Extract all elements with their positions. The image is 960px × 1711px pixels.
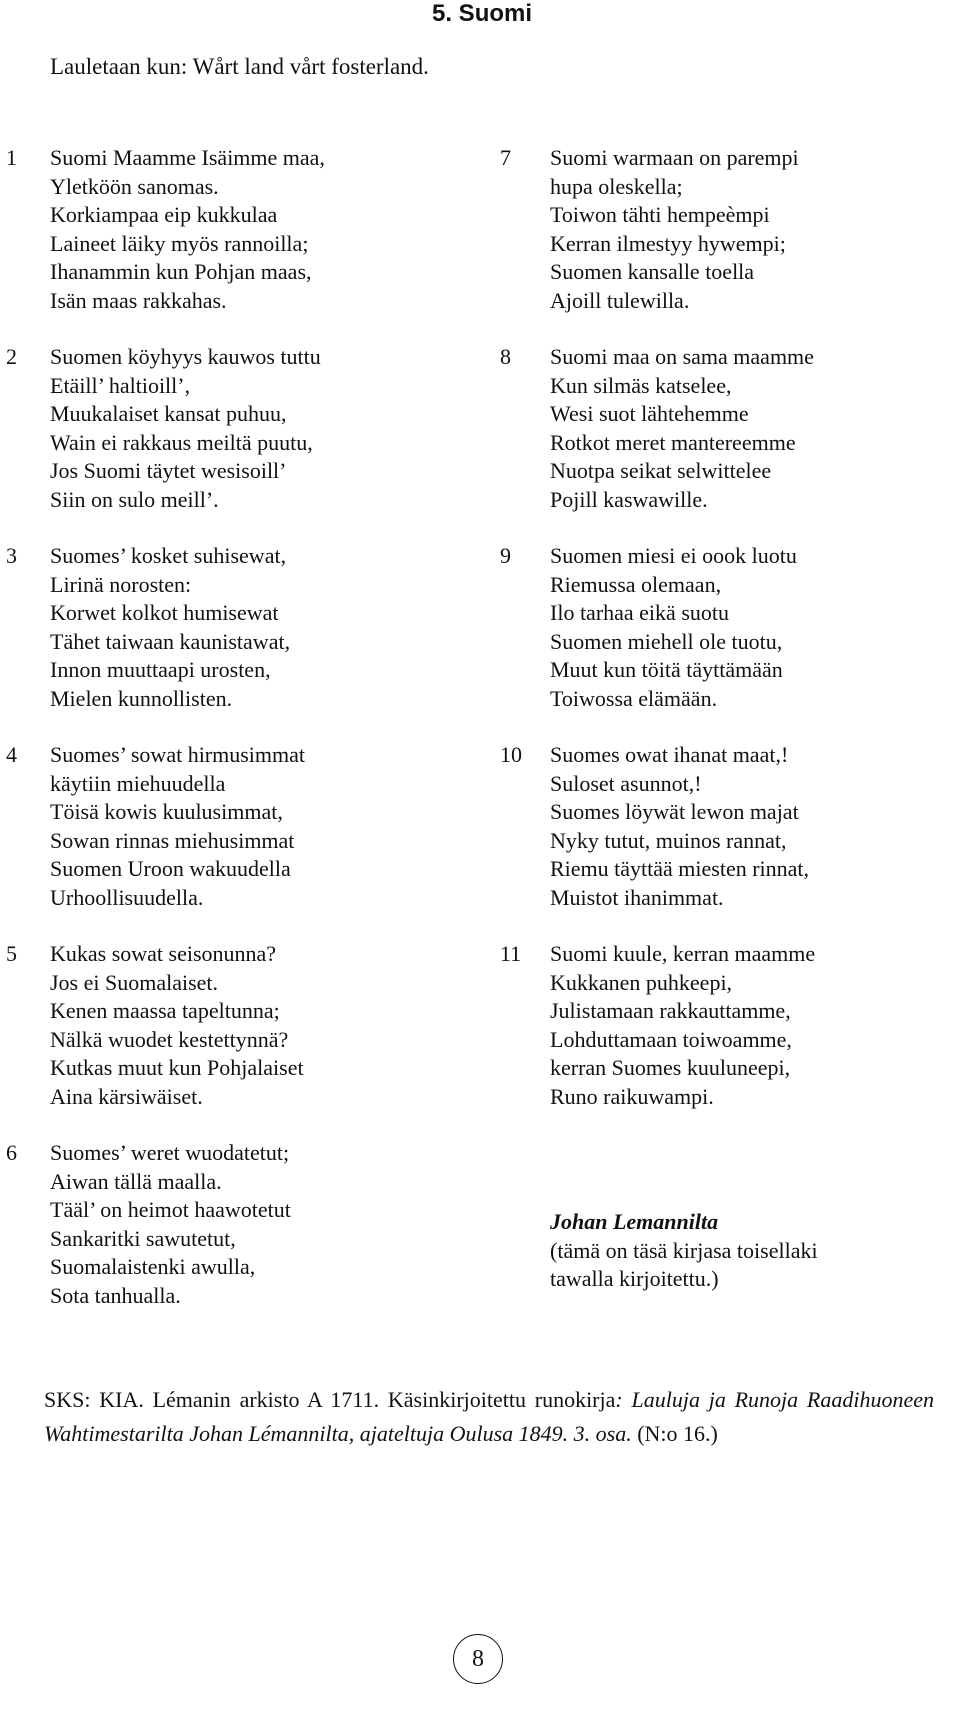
stanza-number: 11 (500, 941, 522, 966)
verse-line: Ilo tarhaa eikä suotu (550, 600, 729, 625)
stanza-lines (50, 1139, 291, 1310)
stanza (6, 940, 466, 1111)
verse-line: Lohduttamaan toiwoamme, (550, 1026, 792, 1052)
stanza-lines (50, 542, 290, 713)
verse-line: Tääl’ on heimot haawotetut (50, 1197, 291, 1222)
stanza-number: 8 (500, 344, 511, 369)
section-title: 5. Suomi (432, 0, 533, 27)
verse-line: Suloset asunnot,! (550, 770, 702, 796)
verse-line: Pojill kaswawille. (550, 486, 708, 512)
stanza (500, 343, 950, 514)
stanza-lines (50, 741, 305, 912)
stanza-number: 4 (6, 742, 17, 767)
verse-line: Sowan rinnas miehusimmat (50, 827, 295, 853)
verse-line: Riemussa olemaan, (550, 571, 722, 597)
stanza-number: 6 (6, 1140, 17, 1165)
verse-line: Laineet läiky myös rannoilla; (50, 230, 309, 256)
verse-line: Toiwon tähti hempeèmpi (550, 202, 770, 227)
stanza-lines (50, 144, 325, 315)
stanza (6, 1139, 466, 1310)
stanza (500, 144, 950, 315)
verse-line: Kun silmäs katselee, (550, 372, 732, 398)
verse-line: Isän maas rakkahas. (50, 287, 227, 313)
verse-line: Wesi suot lähtehemme (550, 401, 749, 426)
verse-line: Suomi maa on sama maamme (550, 344, 814, 369)
source-title: : Lauluja ja Runoja Raadihuoneen Wahtimestarilta Johan Lémannilta, ajateltuja Oulusa 1849. 3. osa. (44, 1387, 934, 1446)
signature-note-line: tawalla kirjoitettu.) (550, 1266, 719, 1291)
verse-line: Suomi kuule, kerran maamme (550, 941, 816, 966)
verse-line: Rotkot meret mantereemme (550, 429, 796, 455)
verse-line: Nuotpa seikat selwittelee (550, 458, 772, 483)
source-suffix: (N:o 16.) (631, 1421, 718, 1446)
verse-line: Wain ei rakkaus meiltä puutu, (50, 429, 313, 455)
verse-line: Mielen kunnollisten. (50, 685, 233, 711)
stanza-lines (550, 940, 815, 1111)
verse-line: Suomen Uroon wakuudella (50, 856, 291, 881)
verse-line: Ajoill tulewilla. (550, 287, 690, 313)
verse-line: Suomes owat ihanat maat,! (550, 742, 789, 767)
stanza (500, 542, 950, 713)
verse-line: Jos ei Suomalaiset. (50, 969, 219, 995)
verse-line: Lirinä norosten: (50, 571, 192, 597)
signature-name: Johan Lemannilta (550, 1209, 719, 1234)
tune-note: Lauletaan kun: Wårt land vårt fosterland. (50, 54, 429, 79)
stanza-number: 7 (500, 145, 511, 170)
verse-line: Jos Suomi täytet wesisoill’ (50, 458, 287, 483)
verse-line: Korkiampaa eip kukkulaa (50, 202, 278, 227)
verse-line: Yletköön sanomas. (50, 173, 219, 199)
verse-line: Muukalaiset kansat puhuu, (50, 401, 287, 426)
verse-line: käytiin miehuudella (50, 770, 226, 796)
page-header (0, 0, 960, 40)
verse-line: hupa oleskella; (550, 173, 683, 199)
verse-line: Kenen maassa tapeltunna; (50, 998, 280, 1023)
verse-line: Suomen miesi ei oook luotu (550, 543, 797, 568)
verse-line: Korwet kolkot humisewat (50, 600, 279, 625)
verse-line: Aina kärsiwäiset. (50, 1083, 203, 1109)
verse-line: Riemu täyttää miesten rinnat, (550, 856, 810, 881)
page-number: 8 (453, 1634, 503, 1684)
signature-block (550, 1208, 818, 1294)
verse-line: Runo raikuwampi. (550, 1083, 714, 1109)
verse-line: Suomalaistenki awulla, (50, 1254, 256, 1279)
stanza-lines (550, 343, 814, 514)
stanza-lines (50, 940, 304, 1111)
stanza (6, 741, 466, 912)
verse-line: Sota tanhualla. (50, 1282, 181, 1308)
stanza (500, 741, 950, 912)
stanza (500, 940, 950, 1111)
verse-line: Kukas sowat seisonunna? (50, 941, 277, 966)
verse-line: Toiwossa elämään. (550, 685, 718, 711)
verse-line: Suomen miehell ole tuotu, (550, 628, 783, 654)
stanza-number: 5 (6, 941, 17, 966)
stanza-lines (50, 343, 321, 514)
source-citation (44, 1383, 934, 1451)
stanza-number: 2 (6, 344, 17, 369)
verse-line: Töisä kowis kuulusimmat, (50, 799, 283, 824)
signature-note-line: (tämä on täsä kirjasa toisellaki (550, 1237, 818, 1263)
verse-line: Suomes’ sowat hirmusimmat (50, 742, 306, 767)
stanza (6, 144, 466, 315)
verse-line: Siin on sulo meill’. (50, 486, 219, 512)
verse-line: Muut kun töitä täyttämään (550, 657, 783, 682)
verse-line: Innon muuttaapi urosten, (50, 657, 271, 682)
verse-line: Suomen kansalle toella (550, 259, 755, 284)
source-prefix: SKS: KIA. Lémanin arkisto A 1711. Käsinkirjoitettu runokirja (44, 1387, 616, 1412)
verse-line: Suomes’ weret wuodatetut; (50, 1140, 290, 1165)
verse-line: Suomi Maamme Isäimme maa, (50, 145, 325, 170)
verse-line: Tähet taiwaan kaunistawat, (50, 628, 291, 654)
left-column (6, 144, 466, 1338)
verse-line: Muistot ihanimmat. (550, 884, 724, 910)
verse-line: Kutkas muut kun Pohjalaiset (50, 1055, 304, 1080)
verse-line: Suomes löywät lewon majat (550, 799, 799, 824)
verse-line: Sankaritki sawutetut, (50, 1225, 236, 1251)
verse-line: Aiwan tällä maalla. (50, 1168, 222, 1194)
stanza-number: 9 (500, 543, 511, 568)
stanza-lines (550, 542, 797, 713)
verse-line: Kerran ilmestyy hywempi; (550, 230, 786, 256)
verse-line: Urhoollisuudella. (50, 884, 204, 910)
stanza-number: 3 (6, 543, 17, 568)
verse-line: kerran Suomes kuuluneepi, (550, 1055, 791, 1080)
verse-line: Suomes’ kosket suhisewat, (50, 543, 287, 568)
stanza-lines (550, 144, 799, 315)
stanza (6, 343, 466, 514)
stanza-number: 1 (6, 145, 17, 170)
verse-line: Suomi warmaan on parempi (550, 145, 799, 170)
stanza (6, 542, 466, 713)
verse-line: Suomen köyhyys kauwos tuttu (50, 344, 321, 369)
verse-line: Kukkanen puhkeepi, (550, 969, 733, 995)
stanza-lines (550, 741, 809, 912)
verse-line: Nyky tutut, muinos rannat, (550, 827, 787, 853)
stanza-number: 10 (500, 742, 522, 767)
verse-line: Etäill’ haltioill’, (50, 372, 191, 398)
right-column (500, 144, 950, 1139)
verse-line: Nälkä wuodet kestettynnä? (50, 1026, 289, 1052)
verse-line: Ihanammin kun Pohjan maas, (50, 259, 312, 284)
verse-line: Julistamaan rakkauttamme, (550, 998, 791, 1023)
